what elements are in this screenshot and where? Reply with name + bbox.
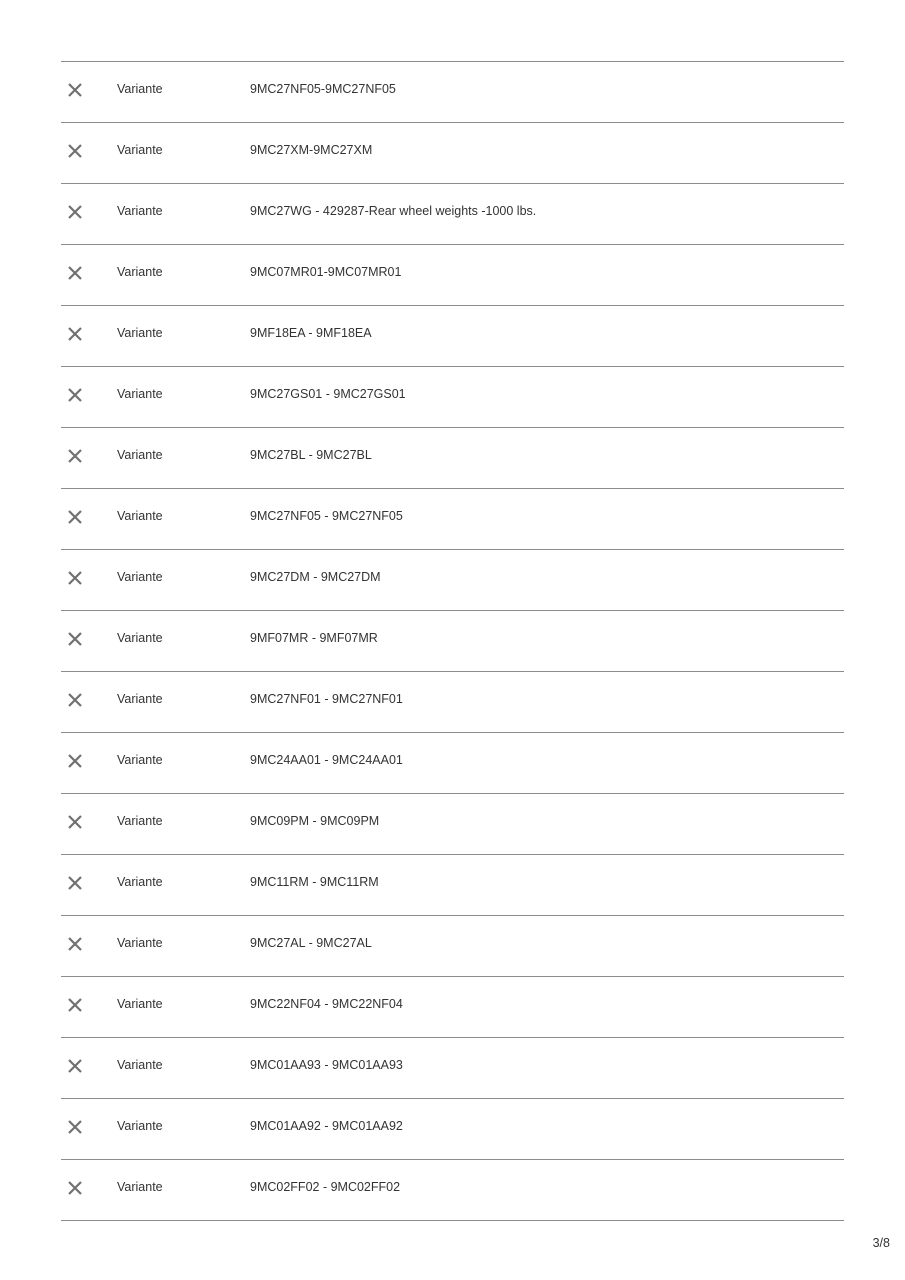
variant-value: 9MC01AA93 - 9MC01AA93 xyxy=(250,1058,403,1072)
variant-label: Variante xyxy=(117,204,163,218)
list-item xyxy=(61,123,844,184)
variant-value: 9MC24AA01 - 9MC24AA01 xyxy=(250,753,403,767)
close-icon[interactable] xyxy=(66,935,84,953)
close-icon[interactable] xyxy=(66,142,84,160)
variant-value: 9MC27AL - 9MC27AL xyxy=(250,936,372,950)
variant-value: 9MC27NF01 - 9MC27NF01 xyxy=(250,692,403,706)
close-icon[interactable] xyxy=(66,508,84,526)
close-icon[interactable] xyxy=(66,996,84,1014)
close-icon[interactable] xyxy=(66,813,84,831)
list-item xyxy=(61,1038,844,1099)
variant-label: Variante xyxy=(117,875,163,889)
variant-label: Variante xyxy=(117,997,163,1011)
variant-value: 9MC27BL - 9MC27BL xyxy=(250,448,372,462)
variant-label: Variante xyxy=(117,936,163,950)
list-item xyxy=(61,794,844,855)
list-item xyxy=(61,428,844,489)
list-item xyxy=(61,184,844,245)
variant-value: 9MC27WG - 429287-Rear wheel weights -1000 lbs. xyxy=(250,204,537,218)
variant-value: 9MC02FF02 - 9MC02FF02 xyxy=(250,1180,401,1194)
close-icon[interactable] xyxy=(66,264,84,282)
list-item xyxy=(61,245,844,306)
variant-label: Variante xyxy=(117,265,163,279)
variant-value: 9MC27NF05-9MC27NF05 xyxy=(250,82,396,96)
variant-value: 9MF07MR - 9MF07MR xyxy=(250,631,378,645)
list-item xyxy=(61,367,844,428)
variant-label: Variante xyxy=(117,753,163,767)
close-icon[interactable] xyxy=(66,1179,84,1197)
variant-value: 9MC01AA92 - 9MC01AA92 xyxy=(250,1119,403,1133)
list-item xyxy=(61,489,844,550)
close-icon[interactable] xyxy=(66,386,84,404)
variant-value: 9MC22NF04 - 9MC22NF04 xyxy=(250,997,403,1011)
list-item xyxy=(61,855,844,916)
variant-label: Variante xyxy=(117,143,163,157)
variant-list xyxy=(61,61,844,1221)
list-item xyxy=(61,1099,844,1160)
page-number: 3/8 xyxy=(872,1236,890,1250)
variant-label: Variante xyxy=(117,1119,163,1133)
list-item xyxy=(61,672,844,733)
list-item xyxy=(61,733,844,794)
close-icon[interactable] xyxy=(66,630,84,648)
variant-value: 9MC11RM - 9MC11RM xyxy=(250,875,379,889)
variant-label: Variante xyxy=(117,326,163,340)
variant-value: 9MC27XM-9MC27XM xyxy=(250,143,373,157)
variant-label: Variante xyxy=(117,82,163,96)
variant-label: Variante xyxy=(117,509,163,523)
close-icon[interactable] xyxy=(66,691,84,709)
close-icon[interactable] xyxy=(66,874,84,892)
close-icon[interactable] xyxy=(66,447,84,465)
close-icon[interactable] xyxy=(66,752,84,770)
variant-label: Variante xyxy=(117,570,163,584)
variant-label: Variante xyxy=(117,631,163,645)
variant-label: Variante xyxy=(117,448,163,462)
variant-value: 9MC07MR01-9MC07MR01 xyxy=(250,265,402,279)
list-item xyxy=(61,1160,844,1221)
list-item xyxy=(61,916,844,977)
close-icon[interactable] xyxy=(66,1057,84,1075)
close-icon[interactable] xyxy=(66,203,84,221)
variant-value: 9MC27GS01 - 9MC27GS01 xyxy=(250,387,406,401)
variant-label: Variante xyxy=(117,387,163,401)
variant-value: 9MC09PM - 9MC09PM xyxy=(250,814,380,828)
close-icon[interactable] xyxy=(66,325,84,343)
list-item xyxy=(61,611,844,672)
close-icon[interactable] xyxy=(66,569,84,587)
close-icon[interactable] xyxy=(66,1118,84,1136)
variant-label: Variante xyxy=(117,1058,163,1072)
list-item xyxy=(61,977,844,1038)
variant-label: Variante xyxy=(117,1180,163,1194)
variant-value: 9MF18EA - 9MF18EA xyxy=(250,326,372,340)
variant-value: 9MC27DM - 9MC27DM xyxy=(250,570,381,584)
list-item xyxy=(61,62,844,123)
variant-label: Variante xyxy=(117,692,163,706)
variant-value: 9MC27NF05 - 9MC27NF05 xyxy=(250,509,403,523)
list-item xyxy=(61,550,844,611)
close-icon[interactable] xyxy=(66,81,84,99)
list-item xyxy=(61,306,844,367)
variant-label: Variante xyxy=(117,814,163,828)
